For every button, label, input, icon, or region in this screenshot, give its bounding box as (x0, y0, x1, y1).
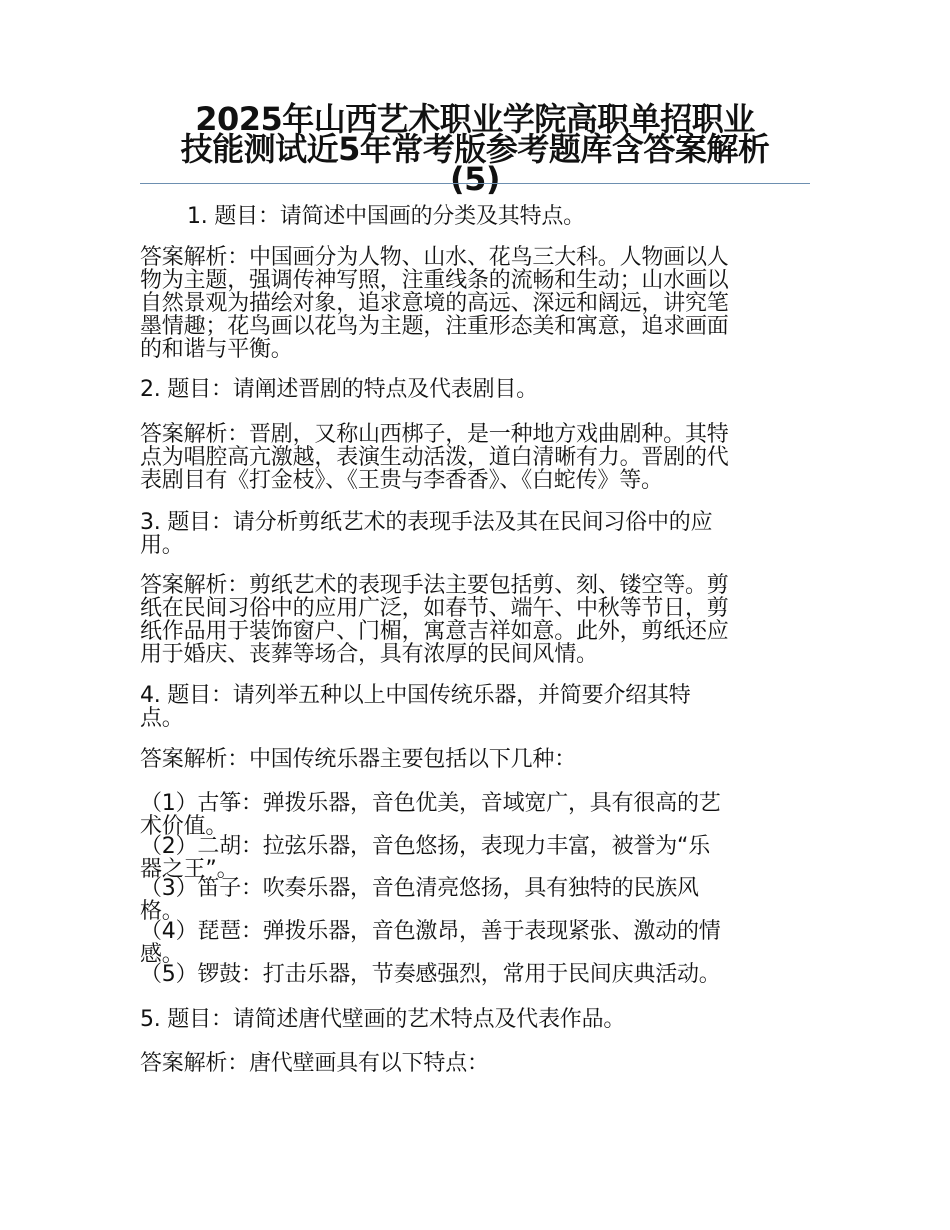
answer-2 (140, 423, 812, 492)
title-line-1: 2025年山西艺术职业学院高职单招职业 (195, 100, 755, 138)
title-line-2: 技能测试近5年常考版参考题库含答案解析 (180, 130, 770, 168)
answer-3-line: 纸作品用于装饰窗户、门楣，寓意吉祥如意。此外，剪纸还应 (140, 619, 729, 644)
answer-1-line: 墨情趣；花鸟画以花鸟为主题，注重形态美和寓意，追求画面 (140, 314, 729, 339)
instrument-item-line: 器之王”。 (140, 857, 239, 882)
answer-3-line: 答案解析：剪纸艺术的表现手法主要包括剪、刻、镂空等。剪 (140, 573, 729, 598)
instrument-item-5 (140, 963, 812, 986)
instrument-item-2 (140, 835, 812, 881)
instrument-item-line: （1）古筝：弹拨乐器，音色优美，音域宽广，具有很高的艺 (140, 791, 721, 816)
title-line-3: (5) (449, 160, 500, 198)
answer-2-line: 答案解析：晋剧，又称山西梆子，是一种地方戏曲剧种。其特 (140, 422, 729, 447)
answer-5-intro: 答案解析：唐代壁画具有以下特点： (140, 1051, 489, 1076)
question-4-line: 点。 (140, 706, 184, 731)
instrument-item-4 (140, 920, 812, 966)
question-5: 5. 题目：请简述唐代壁画的艺术特点及代表作品。 (140, 1007, 626, 1032)
answer-1-line: 物为主题，强调传神写照，注重线条的流畅和生动；山水画以 (140, 268, 729, 293)
question-3-line: 3. 题目：请分析剪纸艺术的表现手法及其在民间习俗中的应 (140, 510, 713, 535)
answer-1-line: 答案解析：中国画分为人物、山水、花鸟三大科。人物画以人 (140, 245, 729, 270)
instrument-item-line: （2）二胡：拉弦乐器，音色悠扬，表现力丰富，被誉为“乐 (140, 834, 710, 859)
question-3 (140, 511, 812, 557)
instrument-item-line: 格。 (140, 899, 184, 924)
instrument-item-line: 术价值。 (140, 814, 228, 839)
answer-2-line: 点为唱腔高亢激越，表演生动活泼，道白清晰有力。晋剧的代 (140, 445, 729, 470)
instrument-item-line: （4）琵琶：弹拨乐器，音色激昂，善于表现紧张、激动的情 (140, 919, 721, 944)
answer-3 (140, 574, 812, 666)
instrument-item-3 (140, 877, 812, 923)
instrument-item-line: （5）锣鼓：打击乐器，节奏感强烈，常用于民间庆典活动。 (140, 962, 721, 987)
answer-1 (140, 246, 812, 361)
answer-1-line: 的和谐与平衡。 (140, 337, 293, 362)
instrument-item-line: 感。 (140, 942, 184, 967)
question-4-line: 4. 题目：请列举五种以上中国传统乐器，并简要介绍其特 (140, 683, 691, 708)
instrument-item-line: （3）笛子：吹奏乐器，音色清亮悠扬，具有独特的民族风 (140, 876, 699, 901)
question-4 (140, 684, 812, 730)
question-1: 1. 题目：请简述中国画的分类及其特点。 (187, 204, 585, 229)
question-2: 2. 题目：请阐述晋剧的特点及代表剧目。 (140, 377, 538, 402)
title-divider (140, 183, 810, 184)
answer-4-intro: 答案解析：中国传统乐器主要包括以下几种： (140, 747, 577, 772)
answer-3-line: 纸在民间习俗中的应用广泛，如春节、端午、中秋等节日，剪 (140, 596, 729, 621)
answer-2-line: 表剧目有《打金枝》、《王贵与李香香》、《白蛇传》等。 (140, 468, 663, 493)
document-title (140, 100, 810, 198)
answer-3-line: 用于婚庆、丧葬等场合，具有浓厚的民间风情。 (140, 642, 598, 667)
instrument-item-1 (140, 792, 812, 838)
answer-1-line: 自然景观为描绘对象，追求意境的高远、深远和阔远，讲究笔 (140, 291, 729, 316)
question-3-line: 用。 (140, 533, 184, 558)
